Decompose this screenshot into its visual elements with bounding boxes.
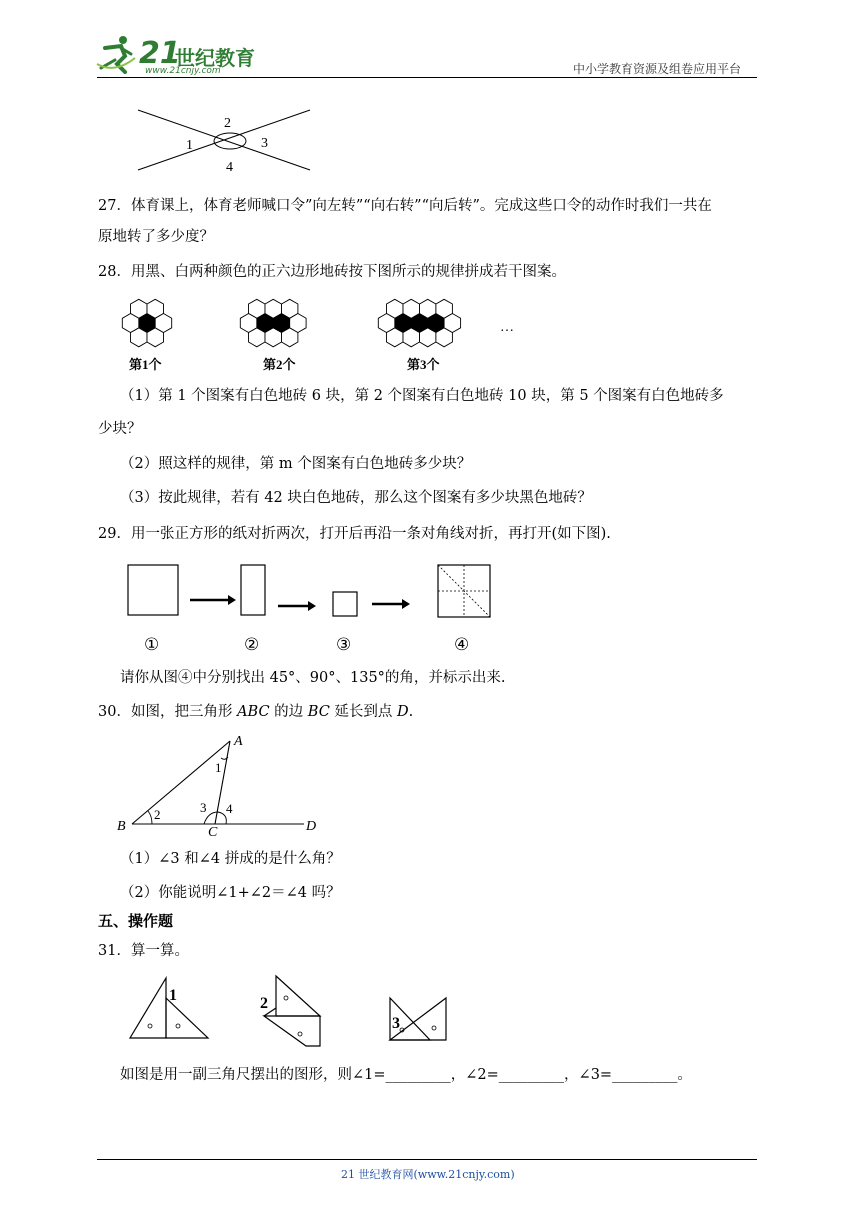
white-hex-tile <box>444 314 461 333</box>
q30-stem-bc: BC <box>307 704 330 720</box>
set-square-angle-1: 1 <box>169 987 177 1004</box>
footer-divider <box>97 1159 757 1160</box>
white-hex-tile <box>265 299 282 318</box>
logo-number: 21 <box>139 36 181 71</box>
q30-stem-abc: ABC <box>237 704 270 720</box>
q28-stem: 28．用黑、白两种颜色的正六边形地砖按下图所示的规律拼成若干图案。 <box>98 264 566 280</box>
q31-answer-line: 如图是用一副三角尺摆出的图形，则∠1=_________，∠2=_________，∠3=_________。 <box>120 1067 692 1083</box>
white-hex-tile <box>290 314 306 333</box>
q30-stem-end: . <box>408 704 414 720</box>
hexagon-patterns-figure <box>115 293 535 375</box>
pattern-ellipsis: … <box>500 320 514 335</box>
q27-line2: 原地转了多少度？ <box>98 229 214 245</box>
header-platform-text: 中小学教育资源及组卷应用平台 <box>573 62 742 76</box>
logo-text: 世纪教育 <box>175 46 255 70</box>
point-b-label: B <box>117 819 126 834</box>
q30-sub1: （1）∠3 和∠4 拼成的是什么角？ <box>120 851 341 867</box>
white-hex-tile <box>403 328 420 347</box>
q27-line1: 27．体育课上，体育老师喊口令”向左转”“向右转”“向后转”。完成这些口令的动作时我们一共在 <box>98 198 712 214</box>
point-a-label: A <box>234 734 243 749</box>
angle-2-label: 2 <box>154 807 161 822</box>
q28-sub2: （2）照这样的规律，第 m 个图案有白色地砖多少块？ <box>120 456 472 472</box>
white-hex-tile <box>378 314 395 333</box>
pattern-caption-1: 第1个 <box>129 357 162 372</box>
fold-label-1: ① <box>144 635 160 654</box>
q28-sub1-line2: 少块？ <box>98 421 142 437</box>
angle-1-label: 1 <box>215 760 222 775</box>
angle-label-2: 2 <box>224 116 231 131</box>
q28-sub1-line1: （1）第 1 个图案有白色地砖 6 块，第 2 个图案有白色地砖 10 块，第 5 个图案有白色地砖多 <box>120 388 724 404</box>
point-d-label: D <box>306 819 317 834</box>
pattern-caption-3: 第3个 <box>407 357 440 372</box>
white-hex-tile <box>265 328 282 347</box>
white-hex-tile <box>122 314 139 333</box>
triangle-abc-figure <box>112 728 327 838</box>
crossing-lines-figure <box>130 105 330 180</box>
q29-stem: 29．用一张正方形的纸对折两次，打开后再沿一条对角线对折，再打开(如下图). <box>98 526 611 542</box>
q30-stem-pre: 30．如图，把三角形 <box>98 704 238 720</box>
q30-stem-post: 延长到点 <box>329 704 398 720</box>
paper-folding-figure <box>120 558 510 660</box>
angle-label-1: 1 <box>186 138 193 153</box>
angle-3-label: 3 <box>200 800 207 815</box>
angle-label-4: 4 <box>226 160 233 175</box>
q30-stem <box>98 702 413 722</box>
set-square-figures <box>120 968 465 1058</box>
header-logo <box>95 34 265 78</box>
q30-sub2: （2）你能说明∠1+∠2＝∠4 吗？ <box>120 885 341 901</box>
angle-label-3: 3 <box>261 136 268 151</box>
q28-sub3: （3）按此规律，若有 42 块白色地砖，那么这个图案有多少块黑色地砖？ <box>120 490 592 506</box>
white-hex-tile <box>403 299 420 318</box>
q30-stem-mid: 的边 <box>269 704 308 720</box>
white-hex-tile <box>155 314 172 333</box>
set-square-angle-2: 2 <box>260 995 268 1012</box>
q30-stem-d: D <box>397 704 409 720</box>
q31-stem: 31．算一算。 <box>98 943 189 959</box>
white-hex-tile <box>420 299 436 318</box>
white-hex-tile <box>240 314 256 333</box>
section-five-title: 五、操作题 <box>98 912 174 930</box>
white-hex-tile <box>420 328 436 347</box>
set-square-angle-3: 3 <box>392 1015 400 1032</box>
fold-label-2: ② <box>244 635 260 654</box>
angle-4-label: 4 <box>226 801 233 816</box>
fold-label-3: ③ <box>336 635 352 654</box>
footer-text: 21 世纪教育网(www.21cnjy.com) <box>341 1168 515 1181</box>
runner-icon <box>95 34 137 74</box>
point-c-label: C <box>208 825 218 838</box>
fold-label-4: ④ <box>454 635 470 654</box>
logo-url: www.21cnjy.com <box>145 66 221 76</box>
q29-instruction: 请你从图④中分别找出 45°、90°、135°的角，并标示出来. <box>120 670 506 686</box>
pattern-caption-2: 第2个 <box>263 357 296 372</box>
header-divider <box>97 77 757 78</box>
